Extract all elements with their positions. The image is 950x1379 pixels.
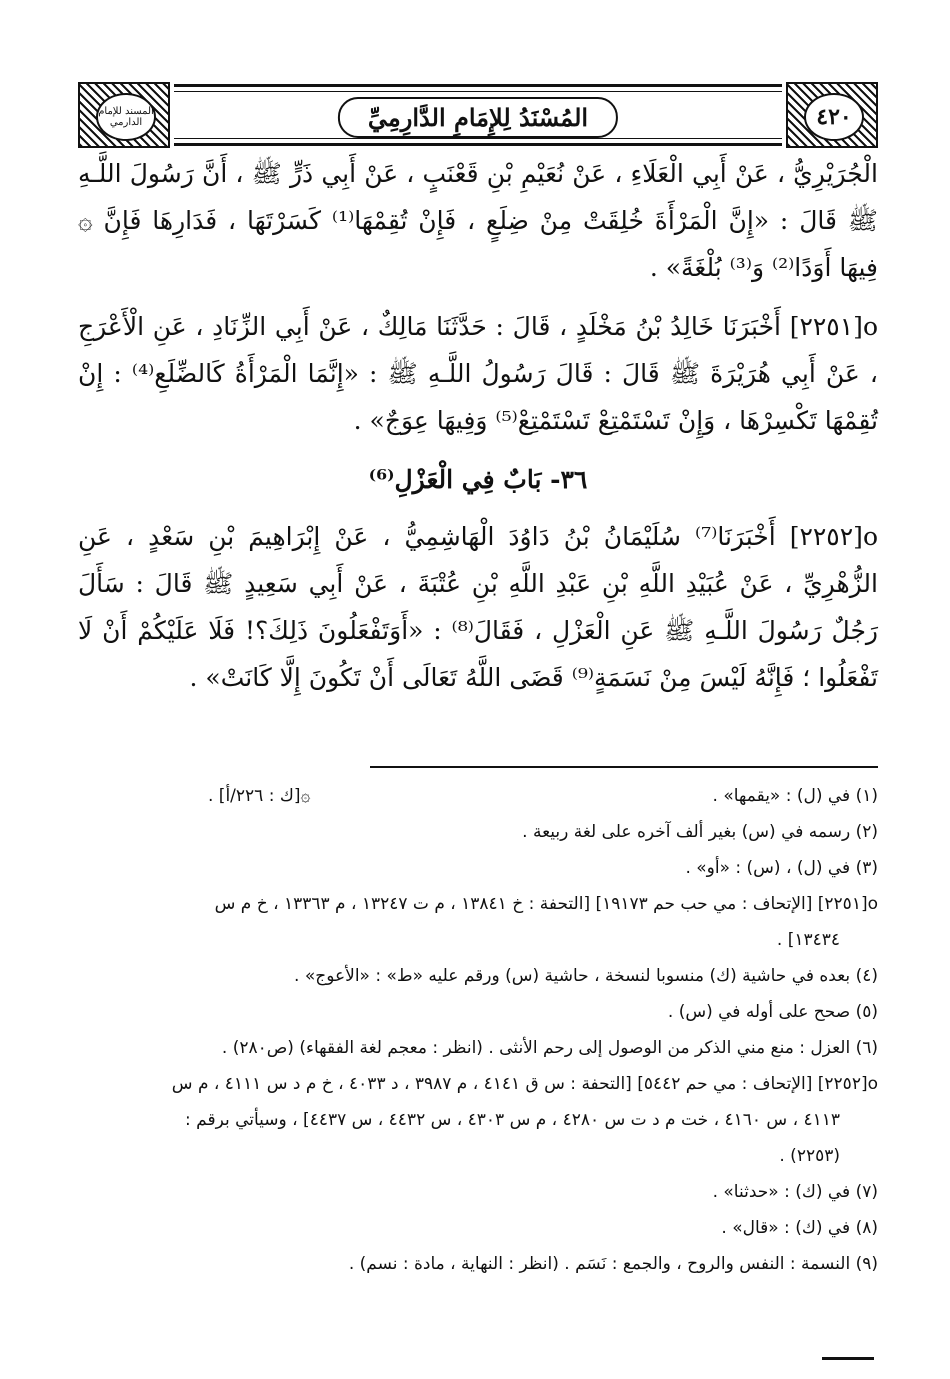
page-header	[78, 82, 878, 148]
hadith-paragraph-2252: o[٢٢٥٢] أَخْبَرَنَا⁽⁷⁾ سُلَيْمَانُ بْنُ دَاوُدَ الْهَاشِمِيُّ ، عَنْ إِبْرَاهِيمَ بْنِ سَعْدٍ ، عَنِ الزُّهْرِيِّ ، عَنْ عُبَيْدِ اللَّهِ بْنِ عَبْدِ اللَّهِ بْنِ عُتْبَةَ ، عَنْ أَبِي سَعِيدٍ ﷺ قَالَ : سَأَلَ رَجُلٌ رَسُولَ اللَّـهِ ﷺ عَنِ الْعَزْلِ ، فَقَالَ⁽⁸⁾ : «أَوَتَفْعَلُونَ ذَلِكَ؟! فَلَا عَلَيْكُمْ أَنْ لَا تَفْعَلُوا ؛ فَإِنَّهُ لَيْسَ مِنْ نَسَمَةٍ⁽⁹⁾ قَضَى اللَّهُ تَعَالَى أَنْ تَكُونَ إِلَّا كَانَتْ» .	[78, 522, 878, 692]
footnote-2: (٢) رسمه في (س) بغير ألف آخره على لغة ربيعة .	[522, 822, 878, 842]
footnote-1-row	[78, 778, 878, 814]
reference-2252-line3: (٢٢٥٣) .	[779, 1146, 840, 1166]
page-end-mark	[822, 1357, 874, 1360]
running-title: المُسْنَدُ لِلإِمَامِ الدَّارِمِيِّ	[338, 97, 618, 138]
reference-2252-line2: ٤١١٣ ، س ٤١٦٠ ، خت م د ت س ٤٢٨٠ ، م س ٤٣٠٣ ، س ٤٤٣٢ ، س ٤٤٣٧] ، وسيأتي برقم :	[185, 1110, 840, 1130]
header-band	[174, 84, 782, 146]
footnote-divider	[370, 766, 878, 768]
footnotes	[78, 778, 878, 1282]
reference-2251-line1: o[٢٢٥١] [الإتحاف : مي حب حم ١٩١٧٣] [التحفة : خ ١٣٨٤١ ، م ت ١٣٢٤٧ ، م ١٣٣٦٣ ، خ م س	[214, 894, 878, 914]
reference-2251-line2: ١٣٤٣٤] .	[776, 930, 840, 950]
header-ornament-right	[786, 82, 878, 148]
reference-2252-line1: o[٢٢٥٢] [الإتحاف : مي حم ٥٤٤٢] [التحفة : س ق ٤١٤١ ، م ٣٩٨٧ ، د ٤٠٣٣ ، خ م د س ٤١١١ ، م س	[171, 1074, 878, 1094]
emblem-icon: المسند للإمام الدارمي	[96, 93, 156, 141]
hadith-paragraph-2251: o[٢٢٥١] أَخْبَرَنَا خَالِدُ بْنُ مَخْلَدٍ ، قَالَ : حَدَّثَنَا مَالِكٌ ، عَنْ أَبِي الزِّنَادِ ، عَنِ الْأَعْرَجِ ، عَنْ أَبِي هُرَيْرَةَ ﷺ قَالَ : قَالَ رَسُولُ اللَّـهِ ﷺ : «إِنَّمَا الْمَرْأَةُ كَالضِّلَعِ⁽⁴⁾ : إِنْ تُقِمْهَا تَكْسِرْهَا ، وَإِنْ تَسْتَمْتِعْ تَسْتَمْتِعْ⁽⁵⁾ وَفِيهَا عِوَجٌ» .	[78, 312, 878, 435]
footnote-4: (٤) بعده في حاشية (ك) منسوبا لنسخة ، حاشية (س) ورقم عليه «ط» : «الأعوج» .	[294, 966, 878, 986]
page-number: ٤٢٠	[804, 93, 864, 141]
header-ornament-left	[78, 82, 170, 148]
chapter-heading: ٣٦- بَابٌ فِي الْعَزْلِ⁽⁶⁾	[368, 465, 588, 494]
footnote-3: (٣) في (ل) ، (س) : «أو» .	[685, 858, 878, 878]
footnote-1: (١) في (ل) : «يقمها» .	[712, 786, 878, 806]
hadith-paragraph-1: الْجُرَيْرِيُّ ، عَنْ أَبِي الْعَلَاءِ ، عَنْ نُعَيْمِ بْنِ قَعْنَبٍ ، عَنْ أَبِي ذَرٍّ ﷺ ، أَنَّ رَسُولَ اللَّـهِ ﷺ قَالَ : «إِنَّ الْمَرْأَةَ خُلِقَتْ مِنْ ضِلَعٍ ، فَإِنْ تُقِمْهَا⁽¹⁾ كَسَرْتَهَا ، فَدَارِهَا فَإِنَّ ۞ فِيهَا أَوَدًا⁽²⁾ وَ⁽³⁾ بُلْغَةً» .	[78, 159, 878, 282]
footnote-6: (٦) العزل : منع مني الذكر من الوصول إلى رحم الأنثى . (انظر : معجم لغة الفقهاء) (ص٢٨٠) .	[221, 1038, 878, 1058]
main-text	[78, 150, 878, 713]
footnote-5: (٥) صحح على أوله في (س) .	[667, 1002, 878, 1022]
footnote-7: (٧) في (ك) : «حدثنا» .	[712, 1182, 878, 1202]
footnote-8: (٨) في (ك) : «قال» .	[721, 1218, 878, 1238]
manuscript-marker: ۞[ك : ٢٢٦/أ] .	[208, 786, 311, 806]
footnote-9: (٩) النسمة : النفس والروح ، والجمع : نَسَم . (انظر : النهاية ، مادة : نسم) .	[348, 1254, 878, 1274]
